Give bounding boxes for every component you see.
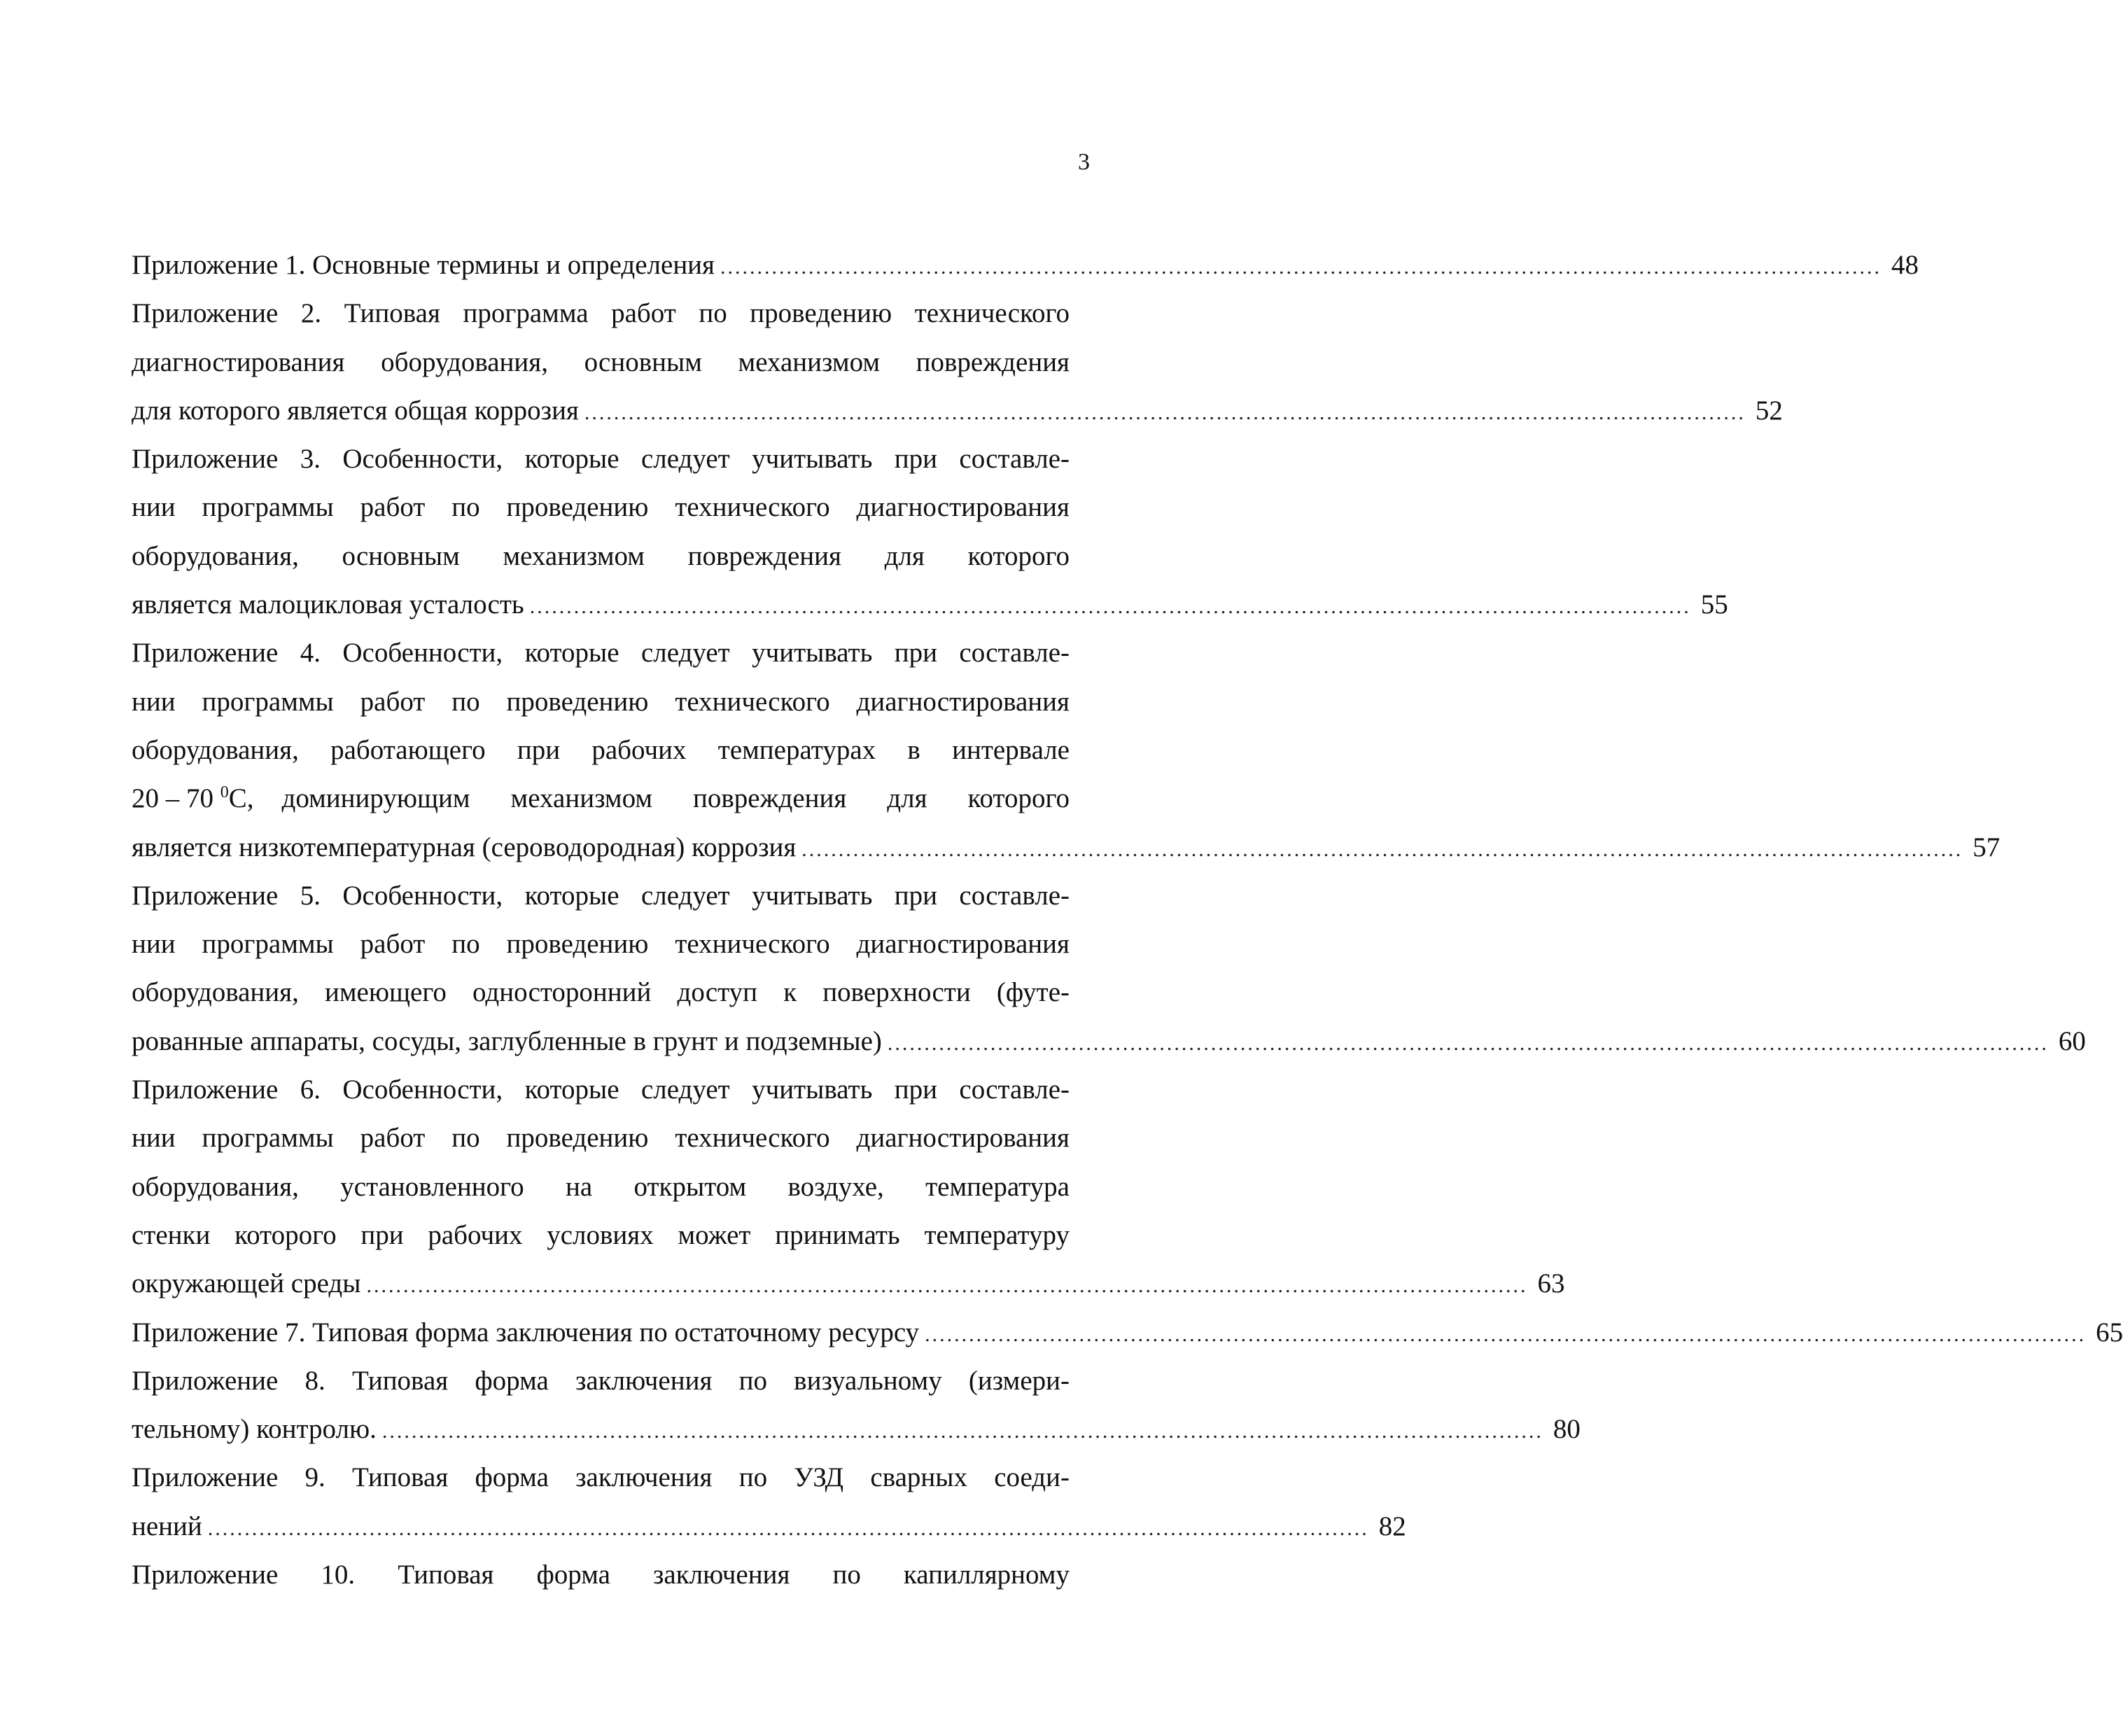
toc-entry-appendix-8-line-2 — [132, 1405, 1581, 1453]
toc-entry-appendix-5-line-1 — [132, 872, 1070, 920]
toc-entry-title: Приложение 1. Основные термины и определения — [132, 250, 715, 280]
toc-entry-title: нии программы работ по проведению технического диагностирования — [132, 1123, 1070, 1154]
toc-entry-appendix-4-line-4 — [132, 774, 1070, 822]
toc-entry-title: оборудования, основным механизмом повреждения для которого — [132, 540, 1070, 571]
toc-entry-page: 52 — [1755, 395, 1783, 426]
toc-entry-appendix-3-line-4 — [132, 580, 1728, 629]
toc-entry-appendix-10-line-1 — [132, 1550, 1070, 1599]
toc-entry-appendix-9-line-1 — [132, 1453, 1070, 1502]
toc-entry-appendix-5-line-2 — [132, 920, 1070, 968]
toc-entry-appendix-3-line-2 — [132, 483, 1070, 531]
dot-leader: .............................................................................................................................................................. — [720, 255, 1882, 279]
degree-superscript: 0 — [220, 783, 229, 802]
toc-entry-title: нии программы работ по проведению технического диагностирования — [132, 929, 1070, 960]
toc-entry-appendix-3-line-3 — [132, 532, 1070, 580]
toc-entry-page: 80 — [1553, 1414, 1581, 1445]
dot-leader: .............................................................................................................................................................. — [207, 1516, 1369, 1540]
temperature-range-unit: С, — [228, 783, 254, 814]
toc-entry-appendix-5-line-3 — [132, 968, 1070, 1016]
toc-entry-title: тельному) контролю. — [132, 1414, 377, 1445]
toc-entry-title: рованные аппараты, сосуды, заглубленные в грунт и подземные) — [132, 1026, 882, 1056]
toc-entry-appendix-3-line-1 — [132, 435, 1070, 483]
toc-entry-title: является низкотемпературная (сероводородная) коррозия — [132, 832, 797, 862]
toc-entry-title: Приложение 8. Типовая форма заключения по визуальному (измери- — [132, 1365, 1070, 1396]
toc-entry-title: Приложение 3. Особенности, которые следует учитывать при составле- — [132, 444, 1070, 475]
toc-entry-appendix-4-line-2 — [132, 678, 1070, 726]
toc-entry-appendix-6-line-1 — [132, 1065, 1070, 1114]
toc-entry-page: 57 — [1973, 832, 2001, 862]
toc-entry-appendix-2-line-1 — [132, 289, 1070, 337]
toc-entry-title: Приложение 6. Особенности, которые следует учитывать при составле- — [132, 1074, 1070, 1105]
toc-entry-title: нии программы работ по проведению технического диагностирования — [132, 492, 1070, 523]
dot-leader: .............................................................................................................................................................. — [925, 1322, 2087, 1346]
toc-entry-title: оборудования, установленного на открытом воздухе, температура — [132, 1171, 1070, 1202]
toc-entry-appendix-4-line-3 — [132, 726, 1070, 774]
dot-leader: .............................................................................................................................................................. — [801, 837, 1963, 861]
toc-entry-appendix-8-line-1 — [132, 1357, 1070, 1405]
dot-leader: .............................................................................................................................................................. — [381, 1420, 1543, 1443]
toc-entry-title: оборудования, работающего при рабочих температурах в интервале — [132, 734, 1070, 765]
table-of-contents — [132, 241, 2123, 1599]
toc-entry-title: нии программы работ по проведению технического диагностирования — [132, 686, 1070, 717]
toc-entry-appendix-9-line-2 — [132, 1502, 1406, 1550]
toc-entry-title: Приложение 7. Типовая форма заключения по остаточному ресурсу — [132, 1317, 920, 1348]
dot-leader: .............................................................................................................................................................. — [366, 1274, 1528, 1298]
toc-entry-title: Приложение 4. Особенности, которые следует учитывать при составле- — [132, 638, 1070, 668]
toc-entry-title: является малоцикловая усталость — [132, 589, 524, 620]
toc-entry-page: 60 — [2058, 1026, 2086, 1056]
toc-entry-appendix-6-line-4 — [132, 1211, 1070, 1259]
toc-entry-appendix-6-line-3 — [132, 1163, 1070, 1211]
toc-entry-title: диагностирования оборудования, основным механизмом повреждения — [132, 346, 1070, 377]
temperature-range-value: 20 – 70 — [132, 783, 220, 814]
toc-entry-appendix-2-line-2 — [132, 338, 1070, 386]
toc-entry-page: 48 — [1891, 250, 1919, 280]
toc-entry-title: Приложение 10. Типовая форма заключения по капиллярному — [132, 1560, 1070, 1590]
toc-entry-title: нений — [132, 1511, 202, 1541]
toc-entry-title: стенки которого при рабочих условиях может принимать температуру — [132, 1219, 1070, 1250]
toc-entry-title: окружающей среды — [132, 1268, 361, 1299]
toc-entry-appendix-4-line-1 — [132, 629, 1070, 677]
toc-entry-title: Приложение 9. Типовая форма заключения по УЗД сварных соеди- — [132, 1462, 1070, 1493]
toc-entry-page: 63 — [1537, 1268, 1565, 1299]
toc-entry-page: 82 — [1378, 1511, 1406, 1541]
dot-leader: .............................................................................................................................................................. — [584, 400, 1746, 424]
toc-entry-appendix-6-line-2 — [132, 1114, 1070, 1162]
page-number: 3 — [1078, 149, 1090, 175]
toc-entry-page: 55 — [1700, 589, 1728, 620]
toc-entry-title: Приложение 2. Типовая программа работ по проведению технического — [132, 298, 1070, 329]
toc-entry-title: Приложение 5. Особенности, которые следует учитывать при составле- — [132, 880, 1070, 911]
temperature-range — [132, 774, 254, 822]
toc-entry-appendix-1 — [132, 241, 1919, 289]
toc-entry-title: доминирующим механизмом повреждения для которого — [281, 783, 1070, 814]
toc-entry-title: оборудования, имеющего односторонний доступ к поверхности (футе- — [132, 977, 1070, 1008]
toc-entry-title: для которого является общая коррозия — [132, 395, 579, 426]
dot-leader: .............................................................................................................................................................. — [529, 595, 1691, 619]
toc-entry-appendix-4-line-5 — [132, 823, 2001, 872]
dot-leader: .............................................................................................................................................................. — [887, 1031, 2049, 1055]
toc-entry-page: 65 — [2096, 1317, 2123, 1348]
toc-entry-appendix-2-line-3 — [132, 386, 1783, 435]
toc-entry-appendix-7 — [132, 1308, 2123, 1357]
toc-entry-appendix-6-line-5 — [132, 1259, 1565, 1308]
toc-entry-appendix-5-line-4 — [132, 1017, 2086, 1065]
